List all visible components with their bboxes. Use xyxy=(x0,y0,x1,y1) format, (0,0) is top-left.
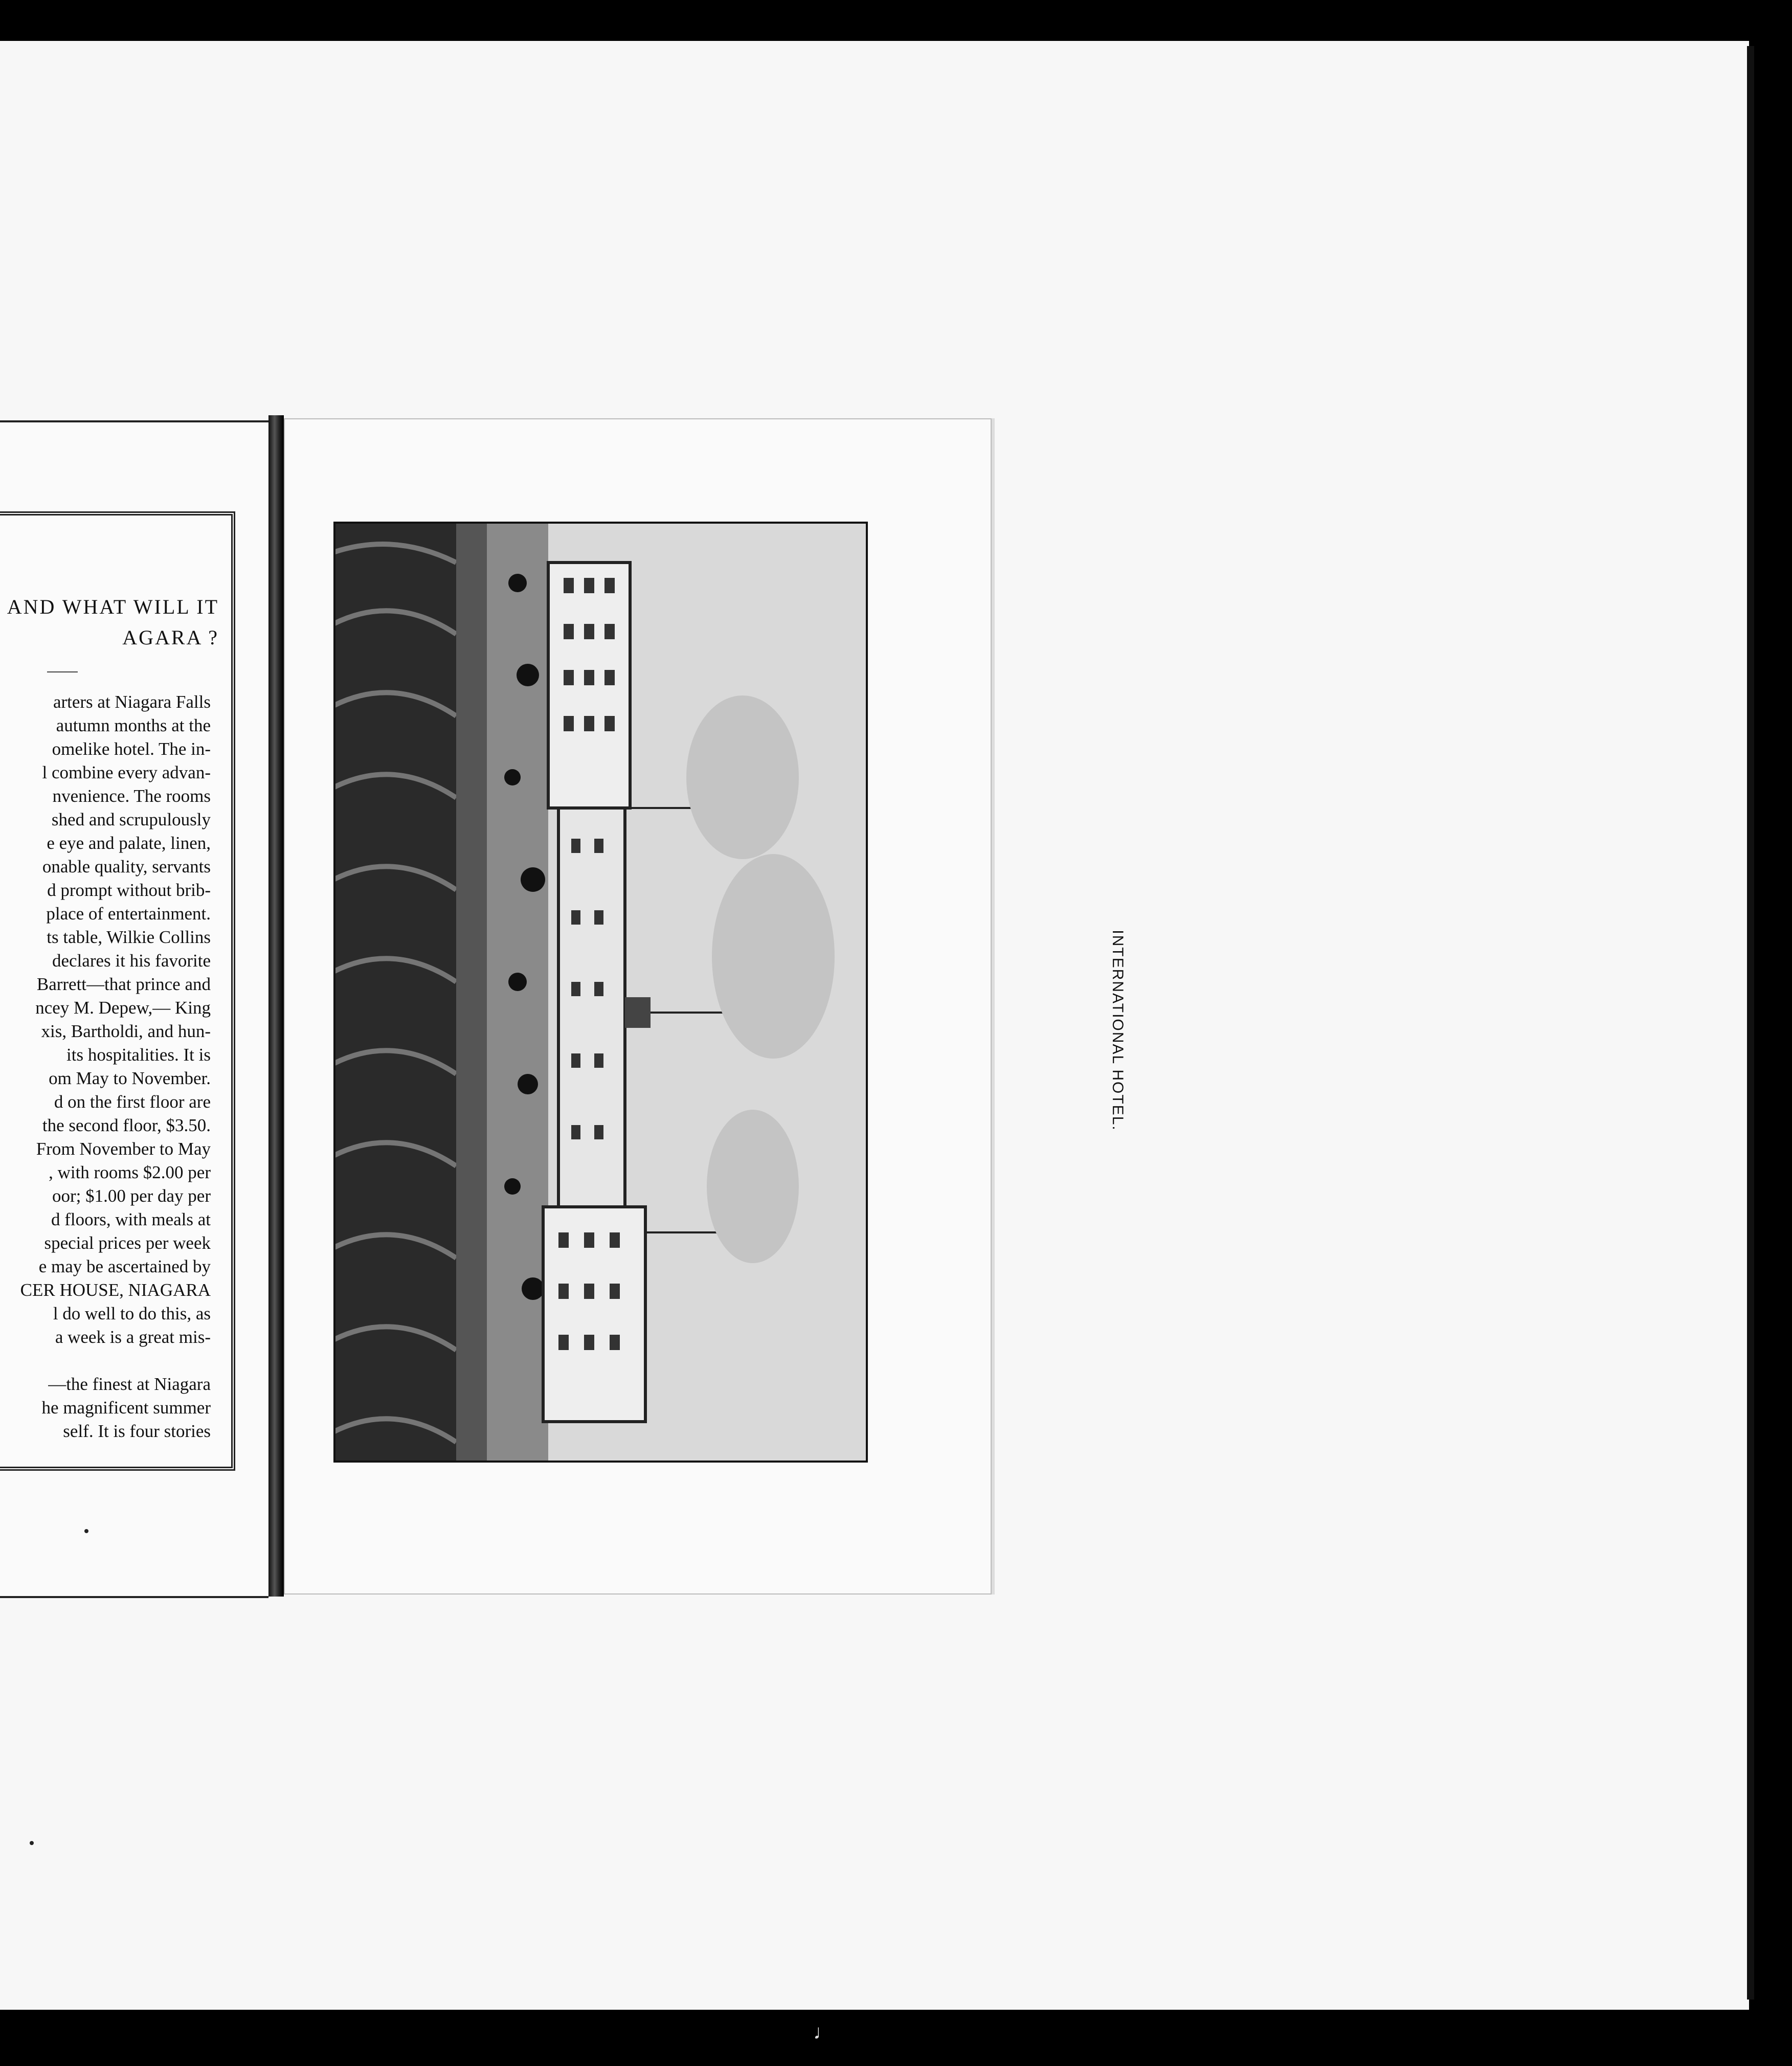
body-line: omelike hotel. The in- xyxy=(52,739,211,759)
body-line: Barrett—that prince and xyxy=(36,974,211,994)
body-line: arters at Niagara Falls xyxy=(53,692,211,712)
illustration-caption: INTERNATIONAL HOTEL. xyxy=(1109,930,1126,1131)
body-line: —the finest at Niagara xyxy=(48,1374,211,1394)
heading-rule xyxy=(47,671,78,672)
ink-speck xyxy=(30,1841,34,1845)
body-line: special prices per week xyxy=(44,1233,211,1253)
body-line: he magnificent summer xyxy=(41,1398,211,1418)
page-mark: ♩ xyxy=(813,2020,834,2043)
body-line: From November to May xyxy=(36,1139,211,1159)
body-line: xis, Bartholdi, and hun- xyxy=(41,1021,211,1041)
body-line: ts table, Wilkie Collins xyxy=(47,927,211,947)
body-line: place of entertainment. xyxy=(46,904,211,924)
body-line: d prompt without brib- xyxy=(47,880,211,900)
body-line: l do well to do this, as xyxy=(53,1304,211,1323)
body-line: its hospitalities. It is xyxy=(66,1045,211,1065)
body-line: l combine every advan- xyxy=(42,762,211,782)
body-line: autumn months at the xyxy=(56,715,211,735)
body-line: CER HOUSE, NIAGARA xyxy=(20,1280,211,1300)
ink-speck xyxy=(84,1529,88,1533)
body-line: d on the first floor are xyxy=(54,1092,211,1112)
body-line: the second floor, $3.50. xyxy=(42,1115,211,1135)
heading-line-2: AGARA ? xyxy=(122,626,219,649)
body-line: self. It is four stories xyxy=(63,1421,211,1441)
book-spine xyxy=(268,415,284,1597)
body-line: nvenience. The rooms xyxy=(52,786,211,806)
heading-line-1: AND WHAT WILL IT xyxy=(7,595,219,618)
body-line: onable quality, servants xyxy=(42,857,211,877)
body-line: e eye and palate, linen, xyxy=(47,833,211,853)
body-line: om May to November. xyxy=(49,1068,211,1088)
sheet-right-edge xyxy=(1747,46,1754,2000)
body-line: d floors, with meals at xyxy=(51,1209,211,1229)
body-line: , with rooms $2.00 per xyxy=(49,1162,211,1182)
body-line: e may be ascertained by xyxy=(38,1256,211,1276)
body-line: shed and scrupulously xyxy=(51,810,211,829)
body-line: ncey M. Depew,— King xyxy=(35,998,211,1018)
body-line: a week is a great mis- xyxy=(55,1327,211,1347)
body-line: oor; $1.00 per day per xyxy=(52,1186,211,1206)
hotel-illustration xyxy=(333,522,868,1463)
body-line: declares it his favorite xyxy=(52,951,211,971)
text-frame xyxy=(0,511,235,1471)
